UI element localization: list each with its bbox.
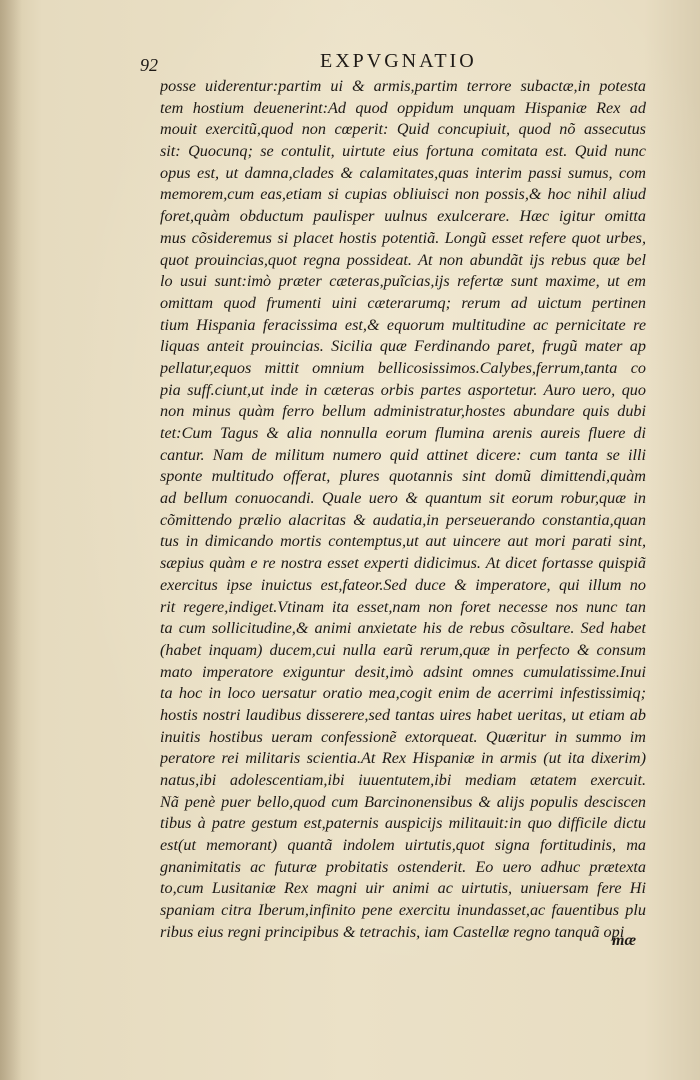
gutter-shadow bbox=[0, 0, 22, 1080]
text-line: mouit exercitũ,quod non cœperit: Quid concupiuit, quod nõ assecutus bbox=[160, 120, 646, 139]
text-line: ta cum sollicitudine,& animi anxietate his de rebus cõsultare. Sed habet bbox=[160, 619, 646, 638]
running-head: EXPVGNATIO bbox=[320, 50, 477, 72]
text-line: gnanimitatis ac futuræ probitatis ostenderit. Eo uero adhuc prætexta bbox=[160, 857, 646, 876]
text-line: est(ut memorant) quantã indolem uirtutis,quot signa fortitudinis, ma bbox=[160, 836, 646, 855]
text-line: lo usui sunt:imò præter cæteras,puĩcias,ijs refertæ sunt maxime, ut em bbox=[160, 272, 646, 291]
text-line: tibus à patre gestum est,paternis auspicijs militauit:in quo difficile dictu bbox=[160, 814, 646, 833]
text-line: non minus quàm ferro bellum administratur,hostes abundare quis dubi bbox=[160, 402, 646, 421]
text-line: ta hoc in loco uersatur oratio mea,cogit enim de acerrimi infestissimiq; bbox=[160, 684, 646, 703]
text-line: inuitis hostibus ueram confessionẽ extorqueat. Quæritur in summo im bbox=[160, 727, 646, 746]
catchword: mæ bbox=[612, 932, 636, 949]
text-line: tet:Cum Tagus & alia nonnulla eorum flumina arenis aureis fluere di bbox=[160, 424, 646, 442]
text-line: cõmittendo prælio alacritas & audatia,in perseuerando constantia,quan bbox=[160, 510, 646, 529]
text-line: spaniam citra Iberum,infinito pene exercitu inundasset,ac fauentibus plu bbox=[160, 901, 646, 920]
text-line: mus cõsideremus si placet hostis potentiã. Longũ esset refere quot urbes, bbox=[160, 228, 646, 247]
text-line: ad bellum conuocandi. Quale uero & quantum sit eorum robur,quæ in bbox=[160, 489, 646, 508]
text-line: (habet inquam) ducem,cui nulla earũ rerum,quæ in perfecto & consum bbox=[160, 640, 646, 659]
text-line: tus in dimicando mortis contemptus,ut aut uincere aut mori parati sint, bbox=[160, 532, 646, 551]
text-line: quot prouincias,quot regna possideat. At non abundãt ijs rebus quæ bel bbox=[160, 250, 646, 269]
text-line: hostis nostri laudibus disserere,sed tantas uires habet ueritas, ut etiam ab bbox=[160, 705, 646, 724]
body-text bbox=[160, 76, 646, 944]
page-number: 92 bbox=[140, 55, 158, 75]
text-line: sæpius quàm e re nostra esset experti didicimus. At dicet fortasse quispiã bbox=[160, 554, 646, 573]
text-line: ribus eius regni principibus & tetrachis, iam Castellæ regno tanquã opi bbox=[160, 922, 625, 941]
text-line: liquas anteit prouincias. Sicilia quæ Ferdinando paret, frugũ mater ap bbox=[160, 337, 646, 356]
text-line: Nã penè puer bello,quod cum Barcinonensibus & alijs populis desciscen bbox=[160, 792, 646, 811]
text-line: omittam quod frumenti uini cæterarumq; rerum ad uictum pertinen bbox=[160, 293, 646, 312]
text-line: natus,ibi adolescentiam,ibi iuuentutem,ibi mediam ætatem exercuit. bbox=[160, 771, 646, 789]
text-line: sit: Quocunq; se contulit, uirtute eius fortuna comitata est. Quid nunc bbox=[160, 142, 646, 161]
text-line: cantur. Nam de militum numero quid attinet dicere: cum tanta se illi bbox=[160, 445, 646, 464]
text-line: pia suff.ciunt,ut inde in cæteras orbis partes asportetur. Auro uero, quo bbox=[160, 380, 646, 399]
text-line: rit regere,indiget.Vtinam ita esset,nam non foret necesse nos nunc tan bbox=[160, 597, 646, 616]
text-line: mato imperatore exiguntur desit,imò adsint omnes cumulatissime.Inui bbox=[160, 662, 646, 681]
text-line: exercitus ipse inuictus est,fateor.Sed duce & imperatore, qui illum no bbox=[160, 575, 646, 594]
text-line: opus est, ut damna,clades & calamitates,quas interim passi sumus, com bbox=[160, 163, 646, 182]
text-line: peratore rei militaris scientia.At Rex Hispaniæ in armis (ut ita dixerim) bbox=[160, 749, 646, 768]
text-line: foret,quàm obductum paulisper uulnus exulcerare. Hæc igitur omitta bbox=[160, 207, 646, 226]
text-line: posse uiderentur:partim ui & armis,partim terrore subactæ,in potesta bbox=[160, 77, 646, 95]
text-line: tem hostium deuenerint:Ad quod oppidum unquam Hispaniæ Rex ad bbox=[160, 98, 646, 117]
text-line: sponte multitudo offerat, plures quotannis sint domũ dimittendi,quàm bbox=[160, 467, 646, 486]
text-line: pellatur,equos mittit omnium bellicosissimos.Calybes,ferrum,tanta co bbox=[160, 358, 646, 377]
text-line: memorem,cum eas,etiam si cupias obliuisci non possis,& hoc nihil aliud bbox=[160, 185, 646, 204]
text-line: to,cum Lusitaniæ Rex magni uir animi ac uirtutis, uniuersam fere Hi bbox=[160, 879, 646, 898]
text-line: tium Hispania feracissima est,& equorum multitudine ac pernicitate re bbox=[160, 315, 646, 334]
